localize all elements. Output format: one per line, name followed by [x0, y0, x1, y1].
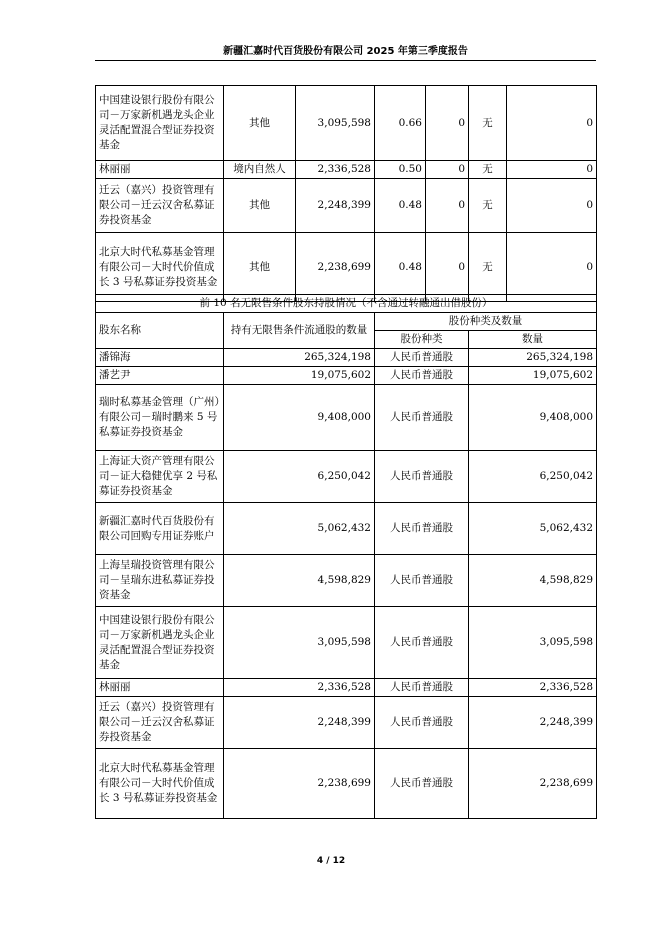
share-qty: 2,238,699 — [469, 749, 597, 819]
share-type: 人民币普通股 — [375, 367, 469, 385]
unrestricted-shares: 2,238,699 — [224, 749, 375, 819]
holder-shares: 2,248,399 — [296, 179, 375, 233]
holder-restricted: 0 — [426, 233, 469, 302]
holder-shares: 3,095,598 — [296, 86, 375, 161]
holder-name: 瑞时私募基金管理（广州）有限公司－瑞时鹏来 5 号私募证券投资基金 — [96, 385, 224, 451]
pledge-status: 无 — [469, 161, 507, 179]
holder-restricted: 0 — [426, 161, 469, 179]
table-row — [96, 349, 597, 367]
table-row — [96, 451, 597, 503]
pledge-qty: 0 — [507, 161, 597, 179]
share-type: 人民币普通股 — [375, 385, 469, 451]
holder-name: 林丽丽 — [96, 679, 224, 697]
unrestricted-shares: 2,248,399 — [224, 697, 375, 749]
share-type: 人民币普通股 — [375, 679, 469, 697]
share-qty: 3,095,598 — [469, 607, 597, 679]
unrestricted-shares: 5,062,432 — [224, 503, 375, 555]
holder-name: 北京大时代私募基金管理有限公司－大时代价值成长 3 号私募证券投资基金 — [96, 749, 224, 819]
pledge-status: 无 — [469, 233, 507, 302]
table-row — [96, 503, 597, 555]
share-qty: 9,408,000 — [469, 385, 597, 451]
header-share-type-qty: 股份种类及数量 — [375, 313, 597, 331]
share-qty: 19,075,602 — [469, 367, 597, 385]
share-qty: 265,324,198 — [469, 349, 597, 367]
table-row — [96, 179, 597, 233]
section-title-row — [96, 295, 597, 313]
unrestricted-shares: 3,095,598 — [224, 607, 375, 679]
section-title: 前 10 名无限售条件股东持股情况（不含通过转融通出借股份） — [96, 295, 597, 313]
report-header-title: 新疆汇嘉时代百货股份有限公司 2025 年第三季度报告 — [223, 46, 468, 57]
holder-nature: 其他 — [224, 233, 296, 302]
holder-name: 上海证大资产管理有限公司－证大稳健优享 2 号私募证券投资基金 — [96, 451, 224, 503]
holder-shares: 2,336,528 — [296, 161, 375, 179]
header-unrestricted-shares: 持有无限售条件流通股的数量 — [224, 313, 375, 349]
share-type: 人民币普通股 — [375, 697, 469, 749]
share-qty: 5,062,432 — [469, 503, 597, 555]
share-qty: 2,336,528 — [469, 679, 597, 697]
top10-unrestricted-holders-table — [95, 294, 597, 819]
holder-name: 林丽丽 — [96, 161, 224, 179]
holder-name: 中国建设银行股份有限公司－万家新机遇龙头企业灵活配置混合型证券投资基金 — [96, 607, 224, 679]
holder-name: 中国建设银行股份有限公司－万家新机遇龙头企业灵活配置混合型证券投资基金 — [96, 86, 224, 161]
share-type: 人民币普通股 — [375, 451, 469, 503]
holder-name: 北京大时代私募基金管理有限公司－大时代价值成长 3 号私募证券投资基金 — [96, 233, 224, 302]
top10-holders-table-continued — [95, 85, 597, 302]
table-row — [96, 233, 597, 302]
holder-shares: 2,238,699 — [296, 233, 375, 302]
holder-name: 迁云（嘉兴）投资管理有限公司－迁云汉舍私募证券投资基金 — [96, 697, 224, 749]
unrestricted-shares: 2,336,528 — [224, 679, 375, 697]
share-qty: 2,248,399 — [469, 697, 597, 749]
table-row — [96, 749, 597, 819]
holder-name: 迁云（嘉兴）投资管理有限公司－迁云汉舍私募证券投资基金 — [96, 179, 224, 233]
unrestricted-shares: 6,250,042 — [224, 451, 375, 503]
holder-nature: 境内自然人 — [224, 161, 296, 179]
pledge-status: 无 — [469, 179, 507, 233]
pledge-status: 无 — [469, 86, 507, 161]
holder-ratio: 0.66 — [375, 86, 426, 161]
unrestricted-shares: 4,598,829 — [224, 555, 375, 607]
page-number: 4 / 12 — [316, 856, 346, 866]
unrestricted-shares: 265,324,198 — [224, 349, 375, 367]
table-row — [96, 367, 597, 385]
header-quantity: 数量 — [469, 331, 597, 349]
holder-restricted: 0 — [426, 179, 469, 233]
holder-name: 新疆汇嘉时代百货股份有限公司回购专用证券账户 — [96, 503, 224, 555]
table-row — [96, 161, 597, 179]
table-row — [96, 385, 597, 451]
pledge-qty: 0 — [507, 86, 597, 161]
header-row — [96, 313, 597, 331]
share-type: 人民币普通股 — [375, 749, 469, 819]
share-type: 人民币普通股 — [375, 503, 469, 555]
table-row — [96, 697, 597, 749]
holder-name: 潘艺尹 — [96, 367, 224, 385]
holder-ratio: 0.50 — [375, 161, 426, 179]
table-row — [96, 86, 597, 161]
header-share-type: 股份种类 — [375, 331, 469, 349]
pledge-qty: 0 — [507, 233, 597, 302]
share-type: 人民币普通股 — [375, 555, 469, 607]
table-row — [96, 679, 597, 697]
unrestricted-shares: 19,075,602 — [224, 367, 375, 385]
share-qty: 6,250,042 — [469, 451, 597, 503]
holder-ratio: 0.48 — [375, 179, 426, 233]
header-divider — [95, 60, 596, 61]
table-row — [96, 555, 597, 607]
holder-nature: 其他 — [224, 86, 296, 161]
pledge-qty: 0 — [507, 179, 597, 233]
unrestricted-shares: 9,408,000 — [224, 385, 375, 451]
table-row — [96, 607, 597, 679]
holder-restricted: 0 — [426, 86, 469, 161]
share-type: 人民币普通股 — [375, 607, 469, 679]
holder-ratio: 0.48 — [375, 233, 426, 302]
holder-name: 潘锦海 — [96, 349, 224, 367]
share-type: 人民币普通股 — [375, 349, 469, 367]
share-qty: 4,598,829 — [469, 555, 597, 607]
header-holder-name: 股东名称 — [96, 313, 224, 349]
holder-name: 上海呈瑞投资管理有限公司－呈瑞东进私募证券投资基金 — [96, 555, 224, 607]
holder-nature: 其他 — [224, 179, 296, 233]
